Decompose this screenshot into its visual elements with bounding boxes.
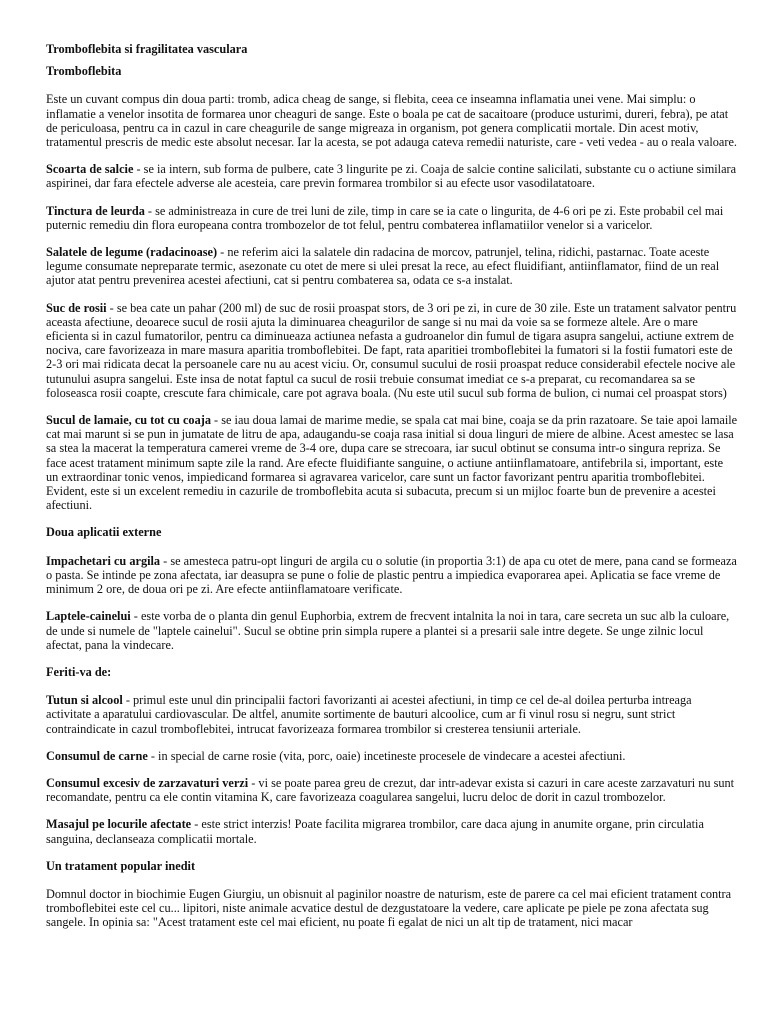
remedy-term: Tinctura de leurda	[46, 203, 145, 218]
external-text: - se amesteca patru-opt linguri de argila cu o solutie (in proportia 3:1) de apa cu otet de mere, pana cand se formeaza o pasta. Se intinde pe zona afectata, iar deasupra se pune o folie de plastic pentru a impiedica evaporarea apei. Aplicatia se face vreme de minimum 2 ore, de doua ori pe zi. Are efecte antiinflamatoare verificate.	[46, 553, 737, 597]
external-list	[46, 554, 738, 652]
remedy-text: - se ia intern, sub forma de pulbere, cate 3 lingurite pe zi. Coaja de salcie contine salicilati, substante cu o actiune similara aspirinei, dar fara efectele adverse ale acesteia, care previn formarea trombilor si au efecte usor vasodilatatoare.	[46, 162, 737, 191]
remedy-term: Scoarta de salcie	[46, 162, 134, 177]
remedy-text: - se iau doua lamai de marime medie, se spala cat mai bine, coaja se da prin razatoare. Se taie apoi lamaile cat mai marunt si se pun in jumatate de litru de apa, adaugandu-se coaja rasa initial si doua linguri de miere de albine. Acest amestec se lasa sa stea la macerat la temperatura camerei vreme de 3-4 ore, dupa care se strecoara, iar sucul obtinut se consuma intr-o singura repriza. Se face acest tratament minimum sapte zile la rand. Are efecte fluidifiante sanguine, o actiune antiinflamatoare, antifebrila si, important, este un extraordinar tonic venos, impiedicand formarea si agravarea varicelor, care sunt un factor favorizant pentru aparitia tromboflebitei. Evident, este si un excelent remediu in cazurile de tromboflebita acuta si subacuta, precum si un mijloc foarte bun de prevenire a acestei afectiuni.	[46, 413, 738, 513]
avoid-term: Tutun si alcool	[46, 693, 123, 708]
remedy-paragraph	[46, 245, 738, 288]
remedy-term: Sucul de lamaie, cu tot cu coaja	[46, 413, 211, 428]
avoid-text: - in special de carne rosie (vita, porc, oaie) incetineste procesele de vindecare a acestei afectiuni.	[147, 748, 626, 763]
avoid-text: - primul este unul din principalii factori favorizanti ai acestei afectiuni, in timp ce cel de-al doilea perturba intreaga activitate a aparatului cardiovascular. De altfel, anumite sortimente de bauturi alcoolice, cum ar fi vinul rosu si negru, sunt strict contraindicate in cazul tromboflebitei, intrucat favorizeaza formarea trombilor si cresterea tensiunii arteriale.	[46, 693, 692, 736]
avoid-text: - este strict interzis! Poate facilita migrarea trombilor, care daca ajung in anumite organe, prin circulatia sanguina, declanseaza complicatii mortale.	[46, 817, 704, 846]
avoid-list	[46, 693, 738, 846]
avoid-paragraph	[46, 776, 738, 804]
document-body	[46, 42, 738, 943]
document-title: Tromboflebita si fragilitatea vasculara	[46, 42, 248, 56]
external-term: Impachetari cu argila	[46, 553, 161, 568]
external-paragraph	[46, 554, 738, 597]
remedy-term: Salatele de legume (radacinoase)	[46, 245, 218, 260]
section-heading-tromboflebita: Tromboflebita	[46, 64, 122, 79]
remedy-paragraph	[46, 162, 738, 190]
remedy-text: - se bea cate un pahar (200 ml) de suc de rosii proaspat stors, de 3 ori pe zi, in cure de 30 zile. Este un tratament salvator pentru aceasta afectiune, deoarece sucul de rosii ajuta la diminuarea cheagurilor de sange si nu mai da voie sa se formeze altele. Are o mare eficienta si in cazul fumatorilor, pentru ca diminueaza actiunea nefasta a gudroanelor din fumul de tigara asupra sangelui, actiune extrem de nociva, care favorizeaza in mare masura aparitia tromboflebitei. De fapt, rata aparitiei tromboflebitei la fumatori si la fostii fumatori este de 2-3 ori mai ridicata decat la persoanele care nu au acest viciu. Or, consumul sucului de rosii proaspat reduce considerabil efectele nocive ale tutunului asupra sangelui. Este insa de notat faptul ca sucul de rosii trebuie consumat imediat ce s-a preparat, cu recomandarea sa se foloseasca rosii coapte, crescute fara chimicale, care pot agrava boala. (Nu este util sucul sub forma de bulion, ci numai cel proaspat stors)	[46, 300, 737, 400]
intro-paragraph: Este un cuvant compus din doua parti: tromb, adica cheag de sange, si flebita, ceea ce inseamna inflamatia unei vene. Mai simplu: o inflamatie a venelor insotita de formarea unor cheaguri de sange. Este o boala pe cat de sacaitoare (produce usturimi, dureri, febra), pe atat de periculoasa, pentru ca in cazul in care cheagurile de sange migreaza in organism, pot genera complicatii mortale. Din acest motiv, tratamentul prescris de medic este absolut necesar. Iar la acesta, se pot adauga cateva remedii naturiste, care - veti vedea - au o reala valoare.	[46, 92, 738, 150]
section-heading-popular: Un tratament popular inedit	[46, 858, 196, 873]
avoid-paragraph	[46, 749, 738, 763]
avoid-term: Consumul excesiv de zarzavaturi verzi	[46, 775, 249, 790]
avoid-text: - vi se poate parea greu de crezut, dar intr-adevar exista si cazuri in care aceste zarzavaturi nu sunt recomandate, pentru ca ele contin vitamina K, care favorizeaza coagularea sangelui, lucru deloc de dorit in cazul trombozelor.	[46, 775, 735, 805]
remedy-text: - ne referim aici la salatele din radacina de morcov, patrunjel, telina, ridichi, pastarnac. Toate aceste legume consumate nepreparate termic, asezonate cu otet de mere si ulei presat la rece, au efect fluidifiant, antiinflamator, fiind de un real ajutor atat pentru prevenirea acestei afectiuni, cat si pentru combaterea sa, odata ce s-a instalat.	[46, 245, 720, 288]
remedy-paragraph	[46, 204, 738, 232]
section-heading-external: Doua aplicatii externe	[46, 525, 162, 540]
avoid-paragraph	[46, 693, 738, 736]
remedy-paragraph	[46, 413, 738, 512]
external-term: Laptele-cainelui	[46, 609, 131, 624]
avoid-term: Masajul pe locurile afectate	[46, 817, 192, 832]
remedy-term: Suc de rosii	[46, 300, 107, 315]
section-heading-avoid: Feriti-va de:	[46, 664, 112, 679]
remedy-paragraph	[46, 301, 738, 400]
remedy-text: - se administreaza in cure de trei luni de zile, timp in care se ia cate o lingurita, de 4-6 ori pe zi. Este probabil cel mai puternic remediu din flora europeana contra trombozelor de tot felul, pentru combaterea inflamatiilor venelor si a varicelor.	[46, 203, 724, 232]
remedies-list	[46, 162, 738, 512]
popular-paragraph: Domnul doctor in biochimie Eugen Giurgiu, un obisnuit al paginilor noastre de naturism, este de parere ca cel mai eficient tratament contra tromboflebitei este cel cu... lipitori, niste animale acvatice destul de dezgustatoare la vedere, care aplicate pe piele pe zona afectata sug sangele. In opinia sa: "Acest tratament este cel mai eficient, nu poate fi egalat de nici un alt tip de tratament, nici macar	[46, 886, 732, 930]
avoid-paragraph	[46, 817, 738, 845]
avoid-term: Consumul de carne	[46, 748, 148, 763]
external-paragraph	[46, 609, 738, 652]
external-text: - este vorba de o planta din genul Euphorbia, extrem de frecvent intalnita la noi in tara, care secreta un suc alb la culoare, de unde si numele de "laptele cainelui". Sucul se obtine prin simpla rupere a plantei si a presarii sale intre degete. Se unge zilnic locul afectat, pana la vindecare.	[46, 609, 730, 652]
